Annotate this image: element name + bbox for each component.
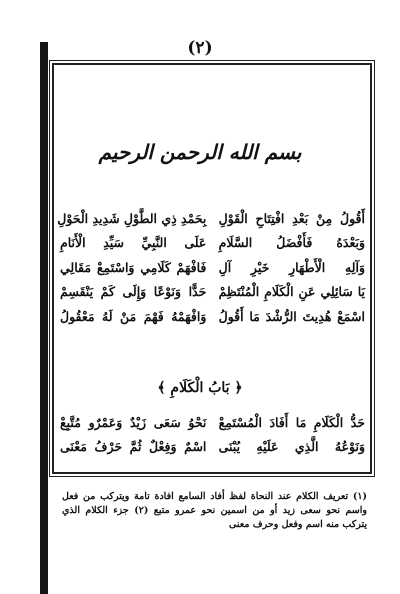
verse-second-hemistich: نَحْوُ سَعَى زَيْدٌ وَعَمْرٌو مُتَّبِعْ <box>60 414 207 430</box>
verse-line <box>60 280 365 305</box>
verse-first-hemistich: أَقُولُ مِنْ بَعْدِ افْتِتَاحِ الْقَوْلِ <box>218 210 365 226</box>
verse-line <box>60 231 365 256</box>
verse-first-hemistich: وَآلِهِ الْأَطْهَارِ خَيْرِ آلِ <box>218 259 365 275</box>
book-spine-edge <box>40 42 48 594</box>
page-number: (٢) <box>187 38 213 58</box>
verse-line <box>60 410 365 434</box>
verse-second-hemistich: بِحَمْدِ ذِي الطَّوْلِ شَدِيدِ الْحَوْلِ <box>57 210 207 226</box>
verse-line <box>60 304 365 329</box>
verse-second-hemistich: اسْمٌ وَفِعْلٌ ثُمَّ حَرْفُ مَعْنَى <box>60 438 207 454</box>
verse-first-hemistich: وَبَعْدَهُ فَأَفْضَلُ السَّلَامِ <box>218 235 365 251</box>
verse-second-hemistich: عَلَى النَّبِيِّ سَيِّدِ الْأَنَامِ <box>60 235 207 251</box>
verse-first-hemistich: حَدُّ الْكَلَامِ مَا أَفَادَ الْمُسْتَمِعْ <box>218 414 365 430</box>
verse-line <box>60 255 365 280</box>
footnote-text: (١) تعريف الكلام عند النحاة لفظ أفاد السامع افادة تامة ويتركب من فعل واسم نحو سعى زيد أو من اسمين نحو عمرو متبع (٢) جزء الكلام الذي يتركب منه اسم وفعل وحرف معنى <box>62 491 367 530</box>
verse-first-hemistich: يَا سَائِلِي عَنِ الْكَلَامِ الْمُنْتَظِمْ <box>218 284 365 300</box>
verse-first-hemistich: وَنَوْعُهُ الَّذِي عَلَيْهِ يُبْنَى <box>218 438 365 454</box>
verse-second-hemistich: فَافْهَمْ كَلَامِي وَاسْتَمِعْ مَقَالِي <box>60 259 207 275</box>
verse-line <box>60 434 365 458</box>
verse-line <box>57 206 365 231</box>
basmala-calligraphy: بسم الله الرحمن الرحيم <box>98 140 302 164</box>
intro-verses <box>57 206 365 329</box>
chapter-heading: ﴿ بَابُ الْكَلَامِ ﴾ <box>157 380 243 396</box>
footnotes <box>62 490 367 532</box>
verse-second-hemistich: وَافْهَمْهُ فَهْمَ مَنْ لَهُ مَعْقُولُ <box>60 308 207 324</box>
verse-second-hemistich: حَدًّا وَنَوْعًا وَإِلَى كَمْ يَنْقَسِمْ <box>60 284 207 300</box>
verse-first-hemistich: اسْمَعْ هُدِيتَ الرُّشْدَ مَا أَقُولُ <box>218 308 365 324</box>
chapter-verses <box>60 410 365 458</box>
